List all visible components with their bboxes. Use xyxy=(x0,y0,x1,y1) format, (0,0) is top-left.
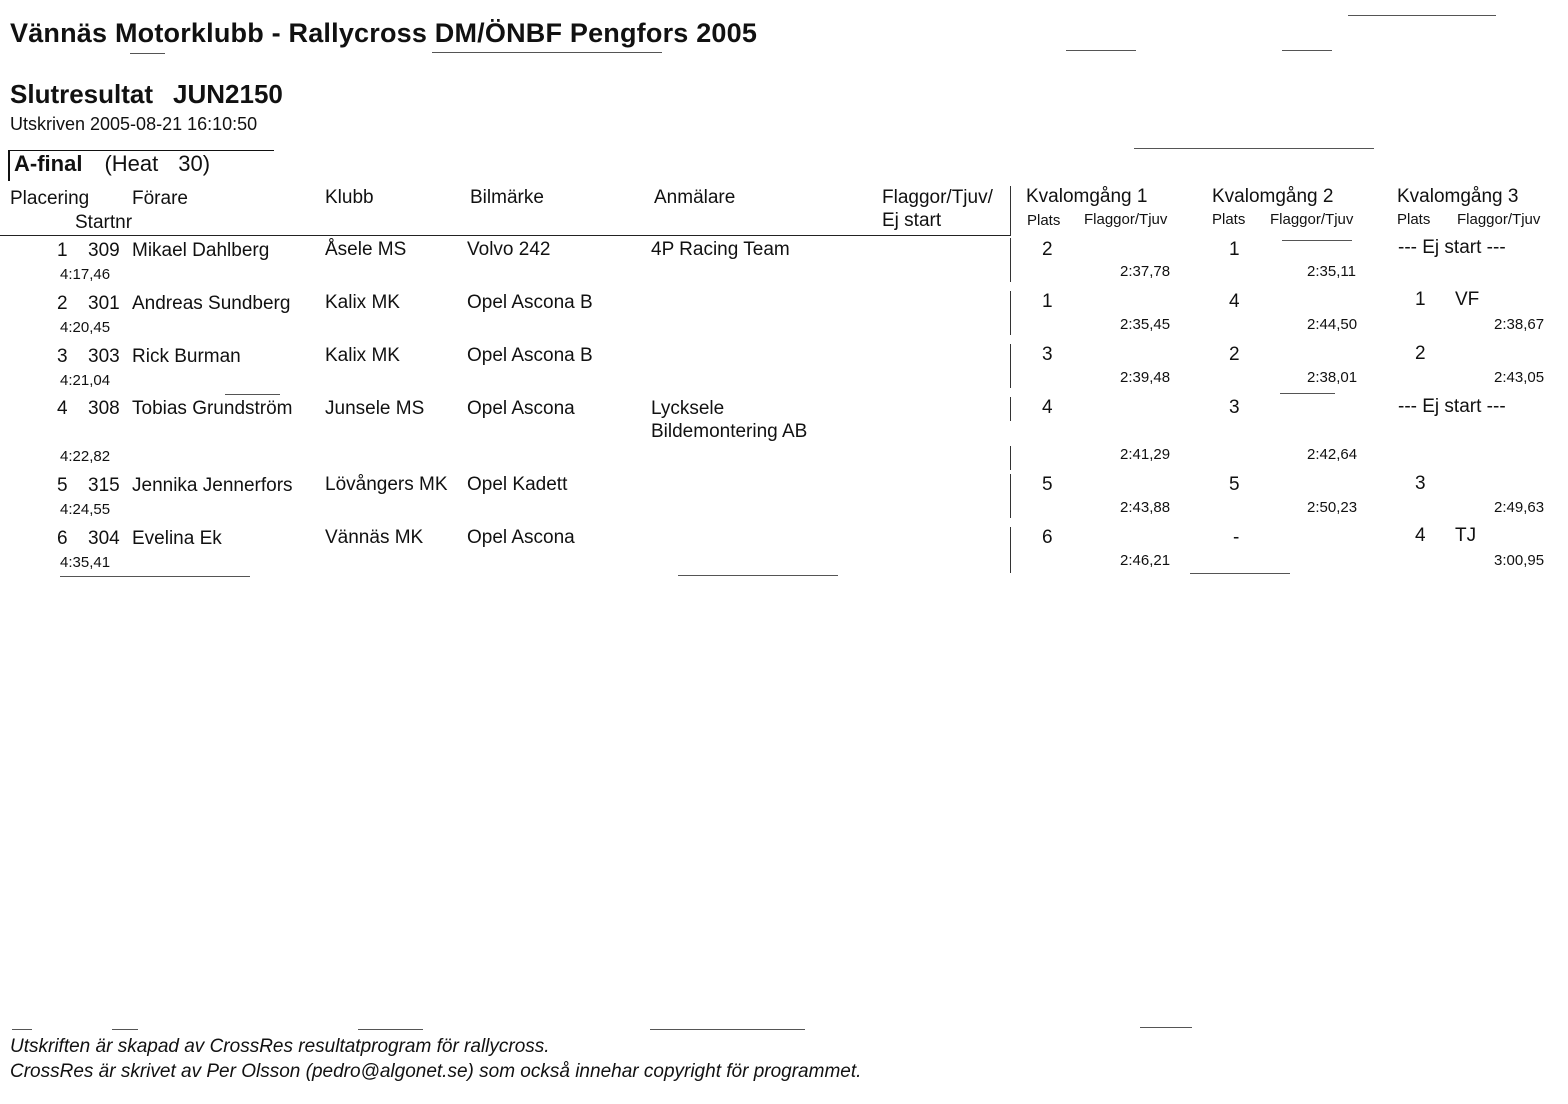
kval2-plats: 2 xyxy=(1229,344,1240,365)
kval3-plats: 2 xyxy=(1415,343,1426,364)
entrant-line1: Lycksele xyxy=(651,398,725,419)
startnr: 304 xyxy=(88,528,120,549)
col-forare: Förare xyxy=(132,188,188,209)
kval2-time: 2:38,01 xyxy=(1307,369,1358,386)
kval3-time: 2:43,05 xyxy=(1494,369,1545,386)
scan-artifact xyxy=(225,394,280,395)
scan-artifact xyxy=(1134,148,1374,149)
club: Kalix MK xyxy=(325,345,400,366)
scan-artifact xyxy=(130,53,165,54)
place: 1 xyxy=(57,240,68,261)
col-kval2: Kvalomgång 2 xyxy=(1212,186,1334,207)
column-separator xyxy=(1010,344,1011,388)
column-separator xyxy=(1010,474,1011,518)
kval3-status: --- Ej start --- xyxy=(1398,396,1506,417)
club: Kalix MK xyxy=(325,292,400,313)
entrant-line2: Bildemontering AB xyxy=(651,421,808,442)
kval2-plats: 4 xyxy=(1229,291,1240,312)
driver: Jennika Jennerfors xyxy=(132,475,293,496)
col-bilmarke: Bilmärke xyxy=(470,187,544,208)
col-flaggor: Flaggor/Tjuv/ xyxy=(882,187,993,208)
heat-number: 30) xyxy=(178,151,211,176)
kval1-plats: 4 xyxy=(1042,397,1053,418)
column-separator xyxy=(1010,186,1011,236)
results-heading xyxy=(10,79,283,110)
kval1-plats: 5 xyxy=(1042,474,1053,495)
place: 6 xyxy=(57,528,68,549)
kval2-plats: - xyxy=(1233,527,1240,548)
car: Opel Ascona B xyxy=(467,345,593,366)
col-ej-start: Ej start xyxy=(882,210,942,231)
scan-artifact xyxy=(1282,50,1332,51)
final-label: A-final xyxy=(14,151,83,176)
place: 5 xyxy=(57,475,68,496)
footer-credit-line1: Utskriften är skapad av CrossRes resultatprogram för rallycross. xyxy=(10,1036,550,1057)
kval1-plats: 2 xyxy=(1042,239,1053,260)
final-time: 4:35,41 xyxy=(60,554,111,571)
final-section-header xyxy=(8,150,274,181)
header-divider xyxy=(0,235,1010,236)
col-kval3: Kvalomgång 3 xyxy=(1397,186,1519,207)
col-kval1: Kvalomgång 1 xyxy=(1026,186,1148,207)
col-kval1-plats: Plats xyxy=(1027,212,1061,229)
column-separator xyxy=(1010,397,1011,421)
place: 4 xyxy=(57,398,68,419)
car: Opel Ascona xyxy=(467,398,575,419)
kval1-time: 2:37,78 xyxy=(1120,263,1171,280)
kval2-plats: 1 xyxy=(1229,239,1240,260)
kval2-time: 2:35,11 xyxy=(1307,263,1356,280)
kval2-time: 2:44,50 xyxy=(1307,316,1358,333)
kval3-plats: 3 xyxy=(1415,473,1426,494)
kval1-time: 2:46,21 xyxy=(1120,552,1171,569)
scan-artifact xyxy=(60,576,250,577)
col-kval2-flaggor: Flaggor/Tjuv xyxy=(1270,211,1354,228)
car: Opel Ascona xyxy=(467,527,575,548)
kval3-time: 2:49,63 xyxy=(1494,499,1545,516)
driver: Mikael Dahlberg xyxy=(132,240,270,261)
car: Opel Ascona B xyxy=(467,292,593,313)
scan-artifact xyxy=(1282,240,1352,241)
scan-artifact xyxy=(1348,15,1496,16)
scan-artifact xyxy=(112,1029,138,1030)
startnr: 301 xyxy=(88,293,120,314)
place: 3 xyxy=(57,346,68,367)
kval1-time: 2:41,29 xyxy=(1120,446,1171,463)
col-klubb: Klubb xyxy=(325,187,374,208)
col-kval1-flaggor: Flaggor/Tjuv xyxy=(1084,211,1168,228)
kval1-plats: 3 xyxy=(1042,344,1053,365)
final-time: 4:20,45 xyxy=(60,319,111,336)
driver: Rick Burman xyxy=(132,346,241,367)
scan-artifact xyxy=(1190,573,1290,574)
place: 2 xyxy=(57,293,68,314)
kval3-status: --- Ej start --- xyxy=(1398,237,1506,258)
final-time: 4:24,55 xyxy=(60,501,111,518)
results-label: Slutresultat xyxy=(10,79,154,109)
kval3-time: 2:38,67 xyxy=(1494,316,1545,333)
startnr: 303 xyxy=(88,346,120,367)
col-kval3-plats: Plats xyxy=(1397,211,1431,228)
col-anmalare: Anmälare xyxy=(654,187,736,208)
car: Volvo 242 xyxy=(467,239,551,260)
kval1-plats: 6 xyxy=(1042,527,1053,548)
column-separator xyxy=(1010,291,1011,335)
club: Lövångers MK xyxy=(325,474,448,495)
column-separator xyxy=(1010,446,1011,470)
column-separator xyxy=(1010,238,1011,282)
kval3-flag: TJ xyxy=(1455,525,1477,546)
kval1-time: 2:35,45 xyxy=(1120,316,1171,333)
scan-artifact xyxy=(358,1029,423,1030)
scan-artifact xyxy=(1140,1027,1192,1028)
final-time: 4:22,82 xyxy=(60,448,111,465)
kval1-plats: 1 xyxy=(1042,291,1053,312)
club: Junsele MS xyxy=(325,398,425,419)
kval3-time: 3:00,95 xyxy=(1494,552,1545,569)
footer-credit-line2: CrossRes är skrivet av Per Olsson (pedro@algonet.se) som också innehar copyright för programmet. xyxy=(10,1061,862,1082)
kval3-plats: 4 xyxy=(1415,525,1426,546)
document-title: Vännäs Motorklubb - Rallycross DM/ÖNBF Pengfors 2005 xyxy=(10,18,758,48)
kval2-time: 2:42,64 xyxy=(1307,446,1358,463)
scan-artifact xyxy=(650,1029,805,1030)
startnr: 308 xyxy=(88,398,120,419)
driver: Evelina Ek xyxy=(132,528,222,549)
kval1-time: 2:39,48 xyxy=(1120,369,1171,386)
class-code: JUN2150 xyxy=(173,79,283,109)
scan-artifact xyxy=(678,575,838,576)
col-startnr: Startnr xyxy=(75,212,133,233)
entrant: 4P Racing Team xyxy=(651,239,790,260)
kval3-flag: VF xyxy=(1455,289,1480,310)
kval2-time: 2:50,23 xyxy=(1307,499,1358,516)
club: Vännäs MK xyxy=(325,527,424,548)
kval2-plats: 5 xyxy=(1229,474,1240,495)
club: Åsele MS xyxy=(325,239,407,260)
printed-timestamp: Utskriven 2005-08-21 16:10:50 xyxy=(10,114,258,134)
car: Opel Kadett xyxy=(467,474,568,495)
scan-artifact xyxy=(432,52,662,53)
kval3-plats: 1 xyxy=(1415,289,1426,310)
column-separator xyxy=(1010,527,1011,573)
scan-artifact xyxy=(1066,50,1136,51)
kval1-time: 2:43,88 xyxy=(1120,499,1171,516)
driver: Tobias Grundström xyxy=(132,398,293,419)
heat-label: (Heat xyxy=(104,151,159,176)
startnr: 315 xyxy=(88,475,120,496)
scan-artifact xyxy=(1280,393,1335,394)
startnr: 309 xyxy=(88,240,120,261)
scan-artifact xyxy=(12,1029,32,1030)
final-time: 4:17,46 xyxy=(60,266,111,283)
kval2-plats: 3 xyxy=(1229,397,1240,418)
col-kval3-flaggor: Flaggor/Tjuv xyxy=(1457,211,1541,228)
col-placering: Placering xyxy=(10,188,90,209)
col-kval2-plats: Plats xyxy=(1212,211,1246,228)
final-time: 4:21,04 xyxy=(60,372,111,389)
driver: Andreas Sundberg xyxy=(132,293,291,314)
